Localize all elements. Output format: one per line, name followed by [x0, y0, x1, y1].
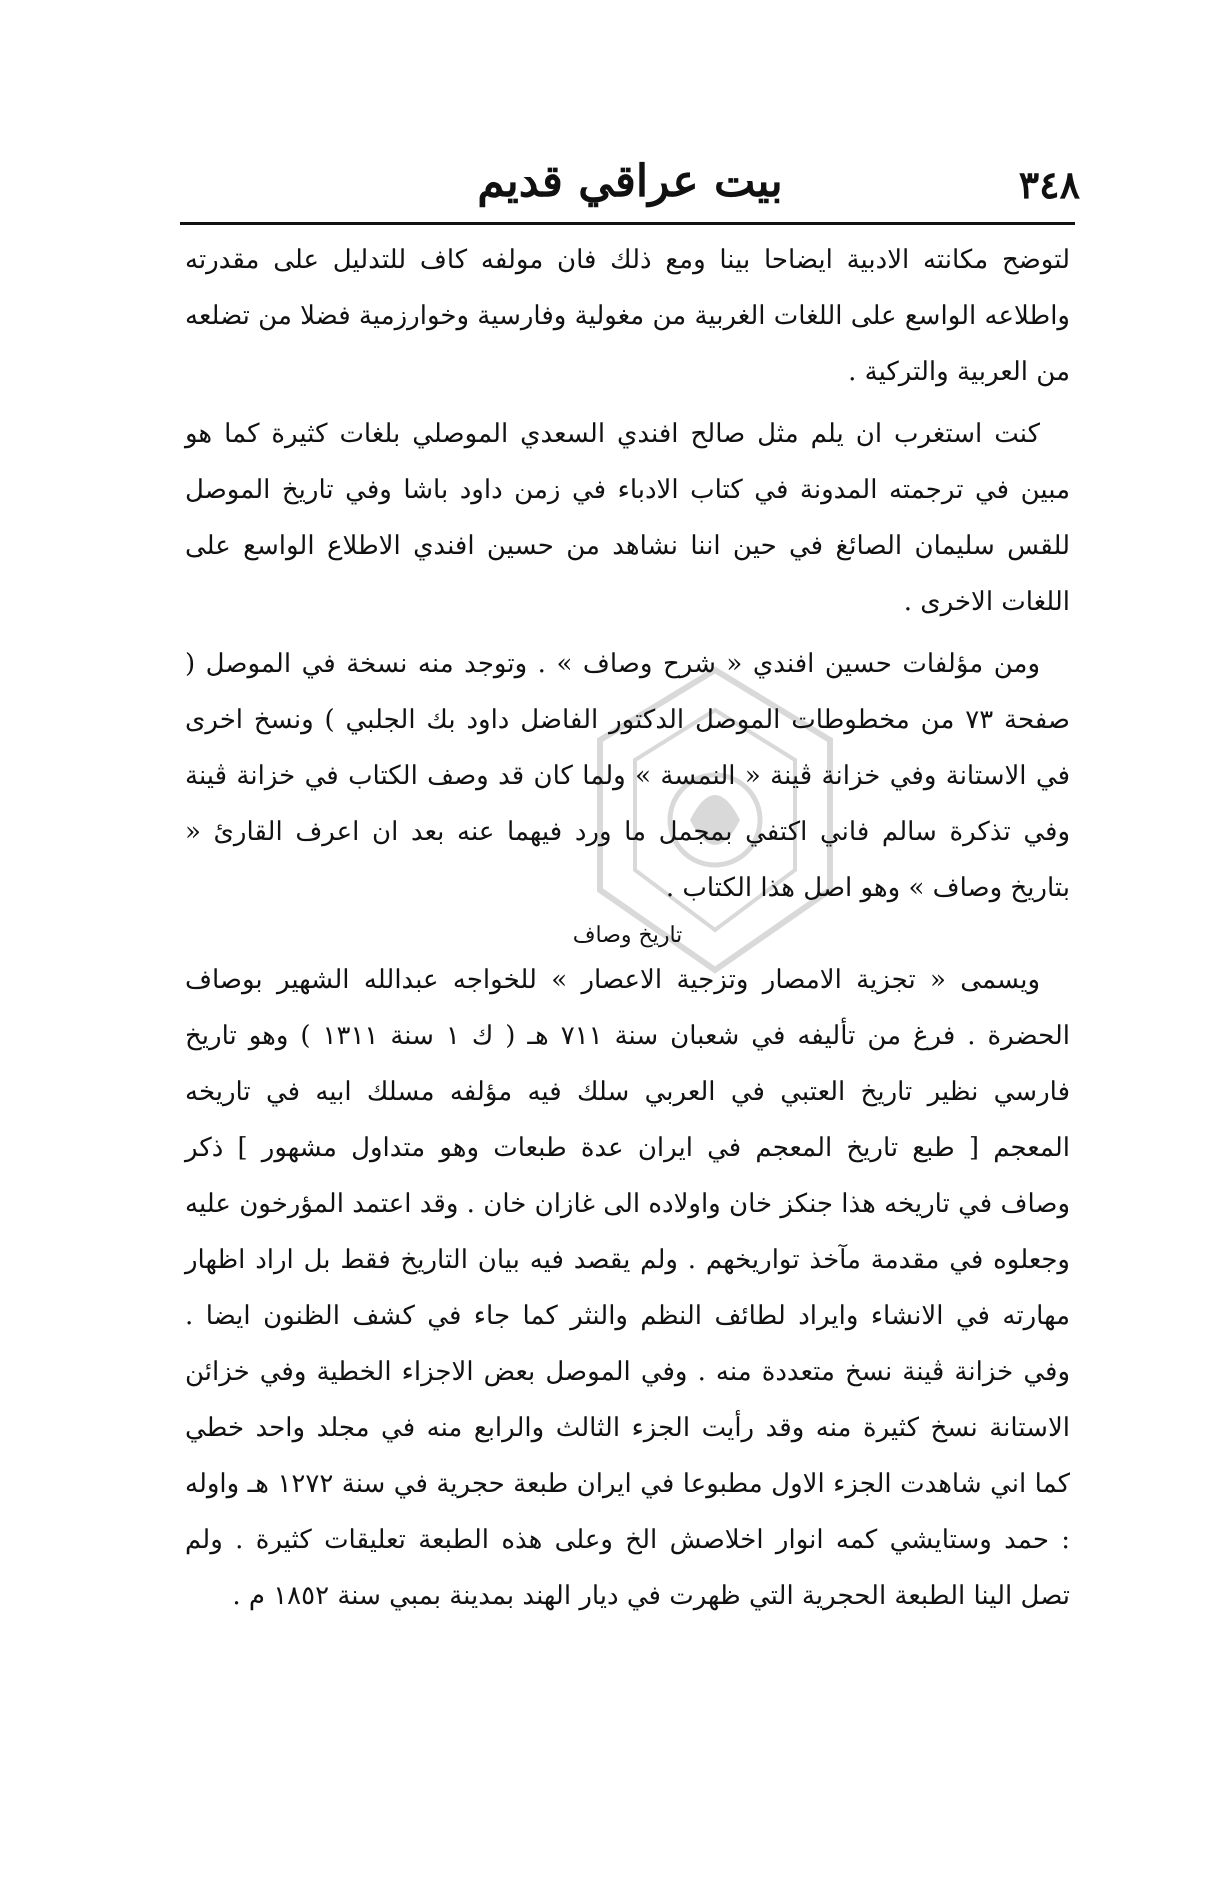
header-rule	[180, 222, 1075, 225]
page-header	[180, 150, 1080, 220]
page-body	[185, 232, 1070, 1630]
paragraph-2: كنت استغرب ان يلم مثل صالح افندي السعدي الموصلي بلغات كثيرة كما هو مبين في ترجمته المدونة في كتاب الادباء في زمن داود باشا وفي تاريخ الموصل للقس سليمان الصائغ في حين اننا نشاهد من حسين افندي الاطلاع الواسع على اللغات الاخرى .	[185, 419, 1070, 617]
section-heading: تاريخ وصاف	[572, 923, 683, 948]
page-number: ٣٤٨	[1018, 162, 1080, 207]
paragraph-1: لتوضح مكانته الادبية ايضاحا بينا ومع ذلك فان مولفه كاف للتدليل على مقدرته واطلاعه الواسع على اللغات الغربية من مغولية وفارسية وخوارزمية فضلا من تضلعه من العربية والتركية .	[185, 245, 1070, 387]
running-title: بيت عراقي قديم	[477, 156, 783, 207]
paragraph-4: ويسمى « تجزية الامصار وتزجية الاعصار » للخواجه عبدالله الشهير بوصاف الحضرة . فرغ من تأليفه في شعبان سنة ٧١١ هـ ( ك ١ سنة ١٣١١ ) وهو تاريخ فارسي نظير تاريخ العتبي في العربي سلك فيه مؤلفه مسلك ابيه في تاريخه المعجم [ طبع تاريخ المعجم في ايران عدة طبعات وهو متداول مشهور ] ذكر وصاف في تاريخه هذا جنكز خان واولاده الى غازان خان . وقد اعتمد المؤرخون عليه وجعلوه في مقدمة مآخذ تواريخهم . ولم يقصد فيه بيان التاريخ فقط بل اراد اظهار مهارته في الانشاء وايراد لطائف النظم والنثر كما جاء في كشف الظنون ايضا . وفي خزانة ڤينة نسخ متعددة منه . وفي الموصل بعض الاجزاء الخطية وفي خزائن الاستانة نسخ كثيرة منه وقد رأيت الجزء الثالث والرابع منه في مجلد واحد خطي كما اني شاهدت الجزء الاول مطبوعا في ايران طبعة حجرية في سنة ١٢٧٢ هـ واوله : حمد وستايشي كمه انوار اخلاصش الخ وعلى هذه الطبعة تعليقات كثيرة . ولم تصل الينا الطبعة الحجرية التي ظهرت في ديار الهند بمدينة بمبي سنة ١٨٥٢ م .	[185, 965, 1070, 1611]
paragraph-3: ومن مؤلفات حسين افندي « شرح وصاف » . وتوجد منه نسخة في الموصل ( صفحة ٧٣ من مخطوطات الموصل الدكتور الفاضل داود بك الجلبي ) ونسخ اخرى في الاستانة وفي خزانة ڤينة « النمسة » ولما كان قد وصف الكتاب في خزانة ڤينة وفي تذكرة سالم فاني اكتفي بمجمل ما ورد فيهما عنه بعد ان اعرف القارئ « بتاريخ وصاف » وهو اصل هذا الكتاب .	[185, 649, 1070, 903]
